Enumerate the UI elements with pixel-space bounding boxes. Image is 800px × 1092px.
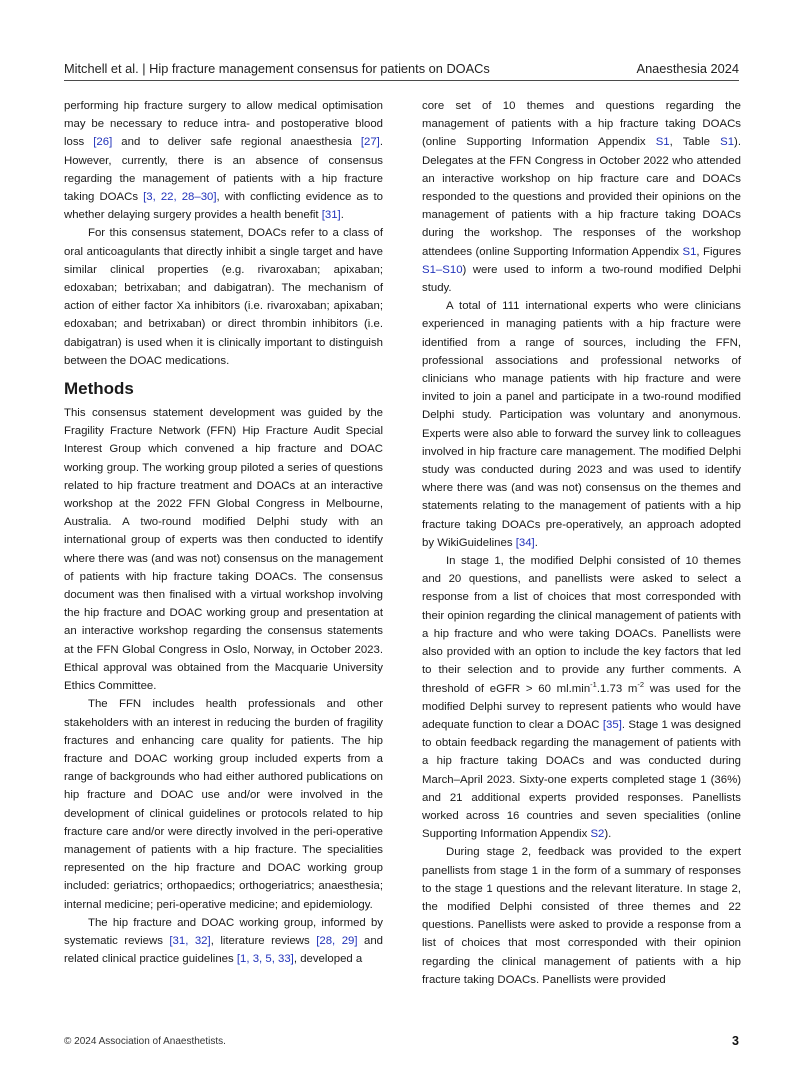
paragraph: For this consensus statement, DOACs refer to a class of oral anticoagulants that directly inhibit a single target and have similar clinical properties (e.g. rivaroxaban; apixaban; edoxaban; betrixaban; and dabigatran). The mechanism of action of either factor Xa inhibitors (i.e. rivaroxaban; apixaban; edoxaban; and betrixaban) or direct thrombin inhibitors (i.e. dabigatran) is used when it is clinically important to distinguish between the DOAC medications. [64,227,383,367]
left-column [64,97,383,968]
text-run: , Figures [696,245,742,258]
paragraph [422,297,741,552]
text-run: , with conflicting evidence as to whether delaying surgery provides a health benefit [64,191,383,222]
citation-link[interactable]: [28, 29] [316,934,358,947]
supplement-link[interactable]: S1 [655,136,670,149]
text-run: . [534,536,538,549]
text-run: ). Delegates at the FFN Congress in October 2022 who attended an interactive workshop on hip fracture care and DOACs responded to the questions and provided their opinions on the management of patients with a hip fracture taking DOACs during the workshop. The responses of the workshop attendees (online Supporting Information Appendix [422,136,741,258]
text-run: A total of 111 international experts who were clinicians experienced in managing patients with a hip fracture were identified from a range of sources, including the FFN, professional associations and professional networks of clinicians who manage patients with hip fracture and were invited to join a panel and participate in a two-round modified Delphi study. Participation was voluntary and anonymous. Experts were also able to forward the survey link to colleagues involved in hip fracture care management. The modified Delphi study was conducted during 2023 and was used to identify where there was (and was not) consensus on the themes and statements relating to the management of patients with a hip fracture taking DOACs pre-operatively, an approach adopted by WikiGuidelines [422,300,741,549]
superscript: -2 [637,679,645,689]
copyright-notice: © 2024 Association of Anaesthetists. [64,1036,226,1047]
text-run: . However, currently, there is an absence of consensus regarding the management of patients with a hip fracture taking DOACs [64,136,384,204]
citation-link[interactable]: [31, 32] [169,934,211,947]
text-run: ) were used to inform a two-round modified Delphi study. [422,263,741,295]
citation-link[interactable]: [34] [515,536,535,549]
text-run: ). [604,828,612,841]
running-header [64,58,739,81]
text-run: . Stage 1 was designed to obtain feedback regarding the management of patients with a hip fracture taking DOACs and was conducted during March–April 2023. Sixty-one experts completed stage 1 (36%) and 21 additional experts provided responses. Panellists worked across 16 countries and seven specialities (online Supporting Information Appendix [422,718,742,841]
citation-link[interactable]: [27] [360,136,380,149]
text-run: . [340,209,344,222]
text-run: , Table [669,136,721,149]
citation-link[interactable]: [3, 22, 28–30] [143,191,217,204]
text-run: , literature reviews [210,934,317,947]
citation-link[interactable]: [1, 3, 5, 33] [236,953,294,966]
paragraph [64,97,383,224]
text-run: and to deliver safe regional anaesthesia [112,136,361,149]
text-run: The hip fracture and DOAC working group, informed by systematic reviews [64,916,383,947]
superscript: -1 [590,679,597,689]
citation-link[interactable]: [31] [321,209,341,222]
paragraph: This consensus statement development was guided by the Fragility Fracture Network (FFN) Hip Fracture Audit Special Interest Group which convened a hip fracture and DOAC working group. The working group piloted a series of questions related to hip fracture treatment and DOACs at an interactive workshop at the 2022 FFN Global Congress in Melbourne, Australia. A two-round modified Delphi study with an international group of experts was then conducted to identify where there was (and was not) consensus on the management of patients with hip fracture taking DOACs. The consensus document was then finalised with a virtual workshop involving the hip fracture and DOAC working group and presentation at an interactive workshop regarding the consensus statements at the FFN Global Congress in Oslo, Norway, in October 2023. Ethical approval was obtained from the Macquarie University Ethics Committee. [64,407,383,693]
supplement-link[interactable]: S1–S10 [422,263,463,276]
right-column [422,97,741,989]
text-run: and related clinical practice guidelines [64,934,384,966]
paragraph: During stage 2, feedback was provided to the expert panellists from stage 1 in the form of a summary of responses to the stage 1 questions and the relevant literature. In stage 2, the modified Delphi consisted of three themes and 22 questions. Panellists were asked to provide a response from a list of choices that most corresponded with their opinion regarding the clinical management of patients with a hip fracture taking DOACs. Panellists were provided [422,846,741,986]
supplement-link[interactable]: S1 [720,136,735,149]
page-footer [64,1035,739,1051]
section-heading: Methods [64,379,134,399]
citation-link[interactable]: [35] [602,718,622,731]
page-number: 3 [732,1034,739,1048]
text-run: , developed a [293,953,363,966]
citation-link[interactable]: [26] [93,136,113,149]
text-run: core set of 10 themes and questions regarding the management of patients with a hip fracture taking DOACs (online Supporting Information Appendix [422,100,741,149]
paragraph [422,97,741,297]
text-run: In stage 1, the modified Delphi consisted of 10 themes and 20 questions, and panellists were asked to select a response from a list of choices that most corresponded with their opinion regarding the clinical management of patients with a hip fracture and who were taking DOACs. Panellists were also provided with an option to include the key factors that led to their selection and to provide any further comments. A threshold of eGFR > 60 ml.min [422,555,741,695]
text-run: was used for the modified Delphi survey to represent patients who would have adequate function to clear a DOAC [422,682,741,731]
supplement-link[interactable]: S2 [590,828,605,841]
text-run: performing hip fracture surgery to allow medical optimisation may be necessary to reduce intra- and postoperative blood loss [64,100,383,149]
journal-name: Anaesthesia 2024 [636,61,739,76]
text-run: .1.73 m [596,682,638,695]
running-header-title: Mitchell et al. | Hip fracture management consensus for patients on DOACs [64,61,490,76]
paragraph [64,914,383,969]
supplement-link[interactable]: S1 [682,245,697,258]
paragraph: The FFN includes health professionals and other stakeholders with an interest in reducing the burden of fragility fractures and enhancing care quality for patients. The hip fracture and DOAC working group included experts from a range of backgrounds who had either authored publications on hip fracture and DOAC use and/or were involved in the development of clinical guidelines or protocols related to hip fracture care and/or were directly involved in the peri-operative management of patients with a hip fracture. The specialities represented on the hip fracture and DOAC working group included: geriatrics; orthopaedics; orthogeriatrics; anaesthesia; internal medicine; peri-operative medicine; and epidemiology. [64,698,383,911]
paragraph [422,552,741,843]
